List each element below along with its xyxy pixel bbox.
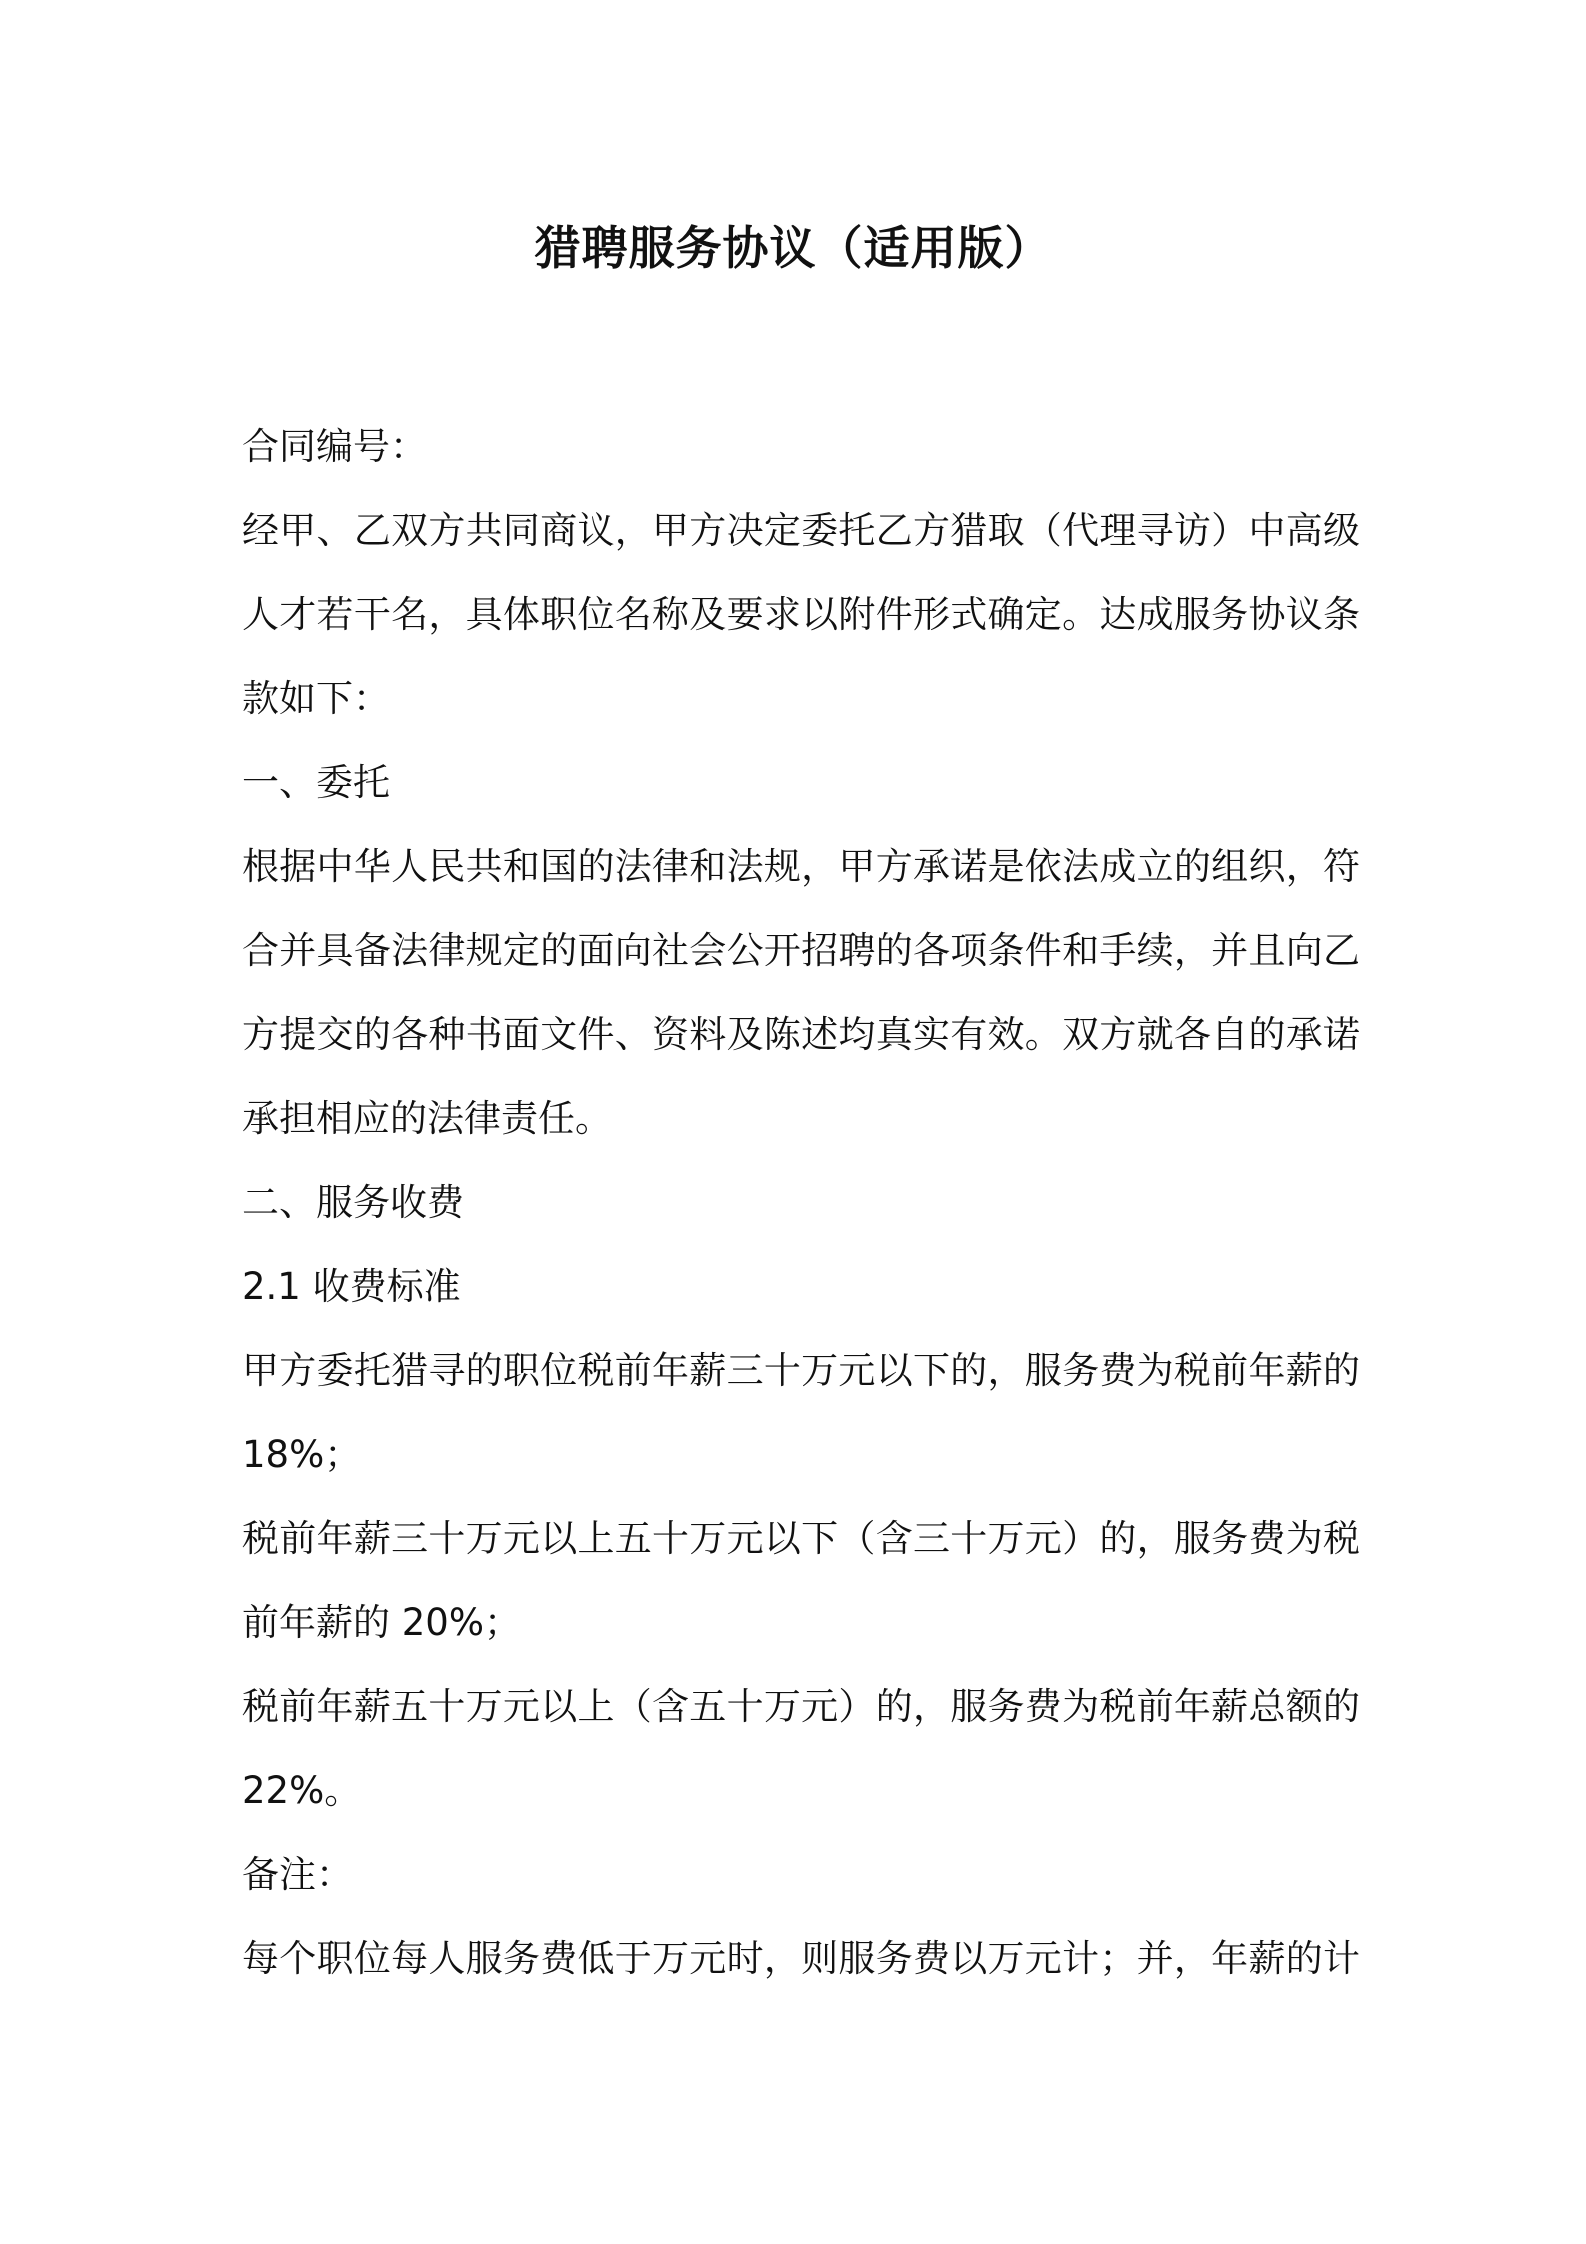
document-line: 合并具备法律规定的面向社会公开招聘的各项条件和手续，并且向乙	[242, 929, 1360, 972]
document-line: 甲方委托猎寻的职位税前年薪三十万元以下的，服务费为税前年薪的	[242, 1349, 1360, 1392]
document-line: 备注：	[242, 1853, 353, 1896]
document-line: 一、委托	[242, 761, 390, 804]
document-title: 猎聘服务协议（适用版）	[534, 221, 1052, 275]
document-line: 合同编号：	[242, 425, 427, 468]
document-line: 每个职位每人服务费低于万元时，则服务费以万元计；并，年薪的计	[242, 1937, 1360, 1980]
document-line: 税前年薪三十万元以上五十万元以下（含三十万元）的，服务费为税	[242, 1517, 1360, 1560]
document-line: 款如下：	[242, 677, 390, 720]
document-line: 二、服务收费	[242, 1181, 464, 1224]
document-line: 2.1 收费标准	[242, 1265, 461, 1308]
document-line: 22%。	[242, 1769, 362, 1812]
document-line: 方提交的各种书面文件、资料及陈述均真实有效。双方就各自的承诺	[242, 1013, 1360, 1056]
document-line: 人才若干名，具体职位名称及要求以附件形式确定。达成服务协议条	[242, 593, 1360, 636]
document-line: 经甲、乙双方共同商议，甲方决定委托乙方猎取（代理寻访）中高级	[242, 509, 1360, 552]
document-body	[242, 405, 1360, 2001]
document-line: 前年薪的 20%；	[242, 1601, 521, 1644]
document-line: 税前年薪五十万元以上（含五十万元）的，服务费为税前年薪总额的	[242, 1685, 1360, 1728]
document-line: 根据中华人民共和国的法律和法规，甲方承诺是依法成立的组织，符	[242, 845, 1360, 888]
document-line: 18%；	[242, 1433, 362, 1476]
document-line: 承担相应的法律责任。	[242, 1097, 612, 1140]
